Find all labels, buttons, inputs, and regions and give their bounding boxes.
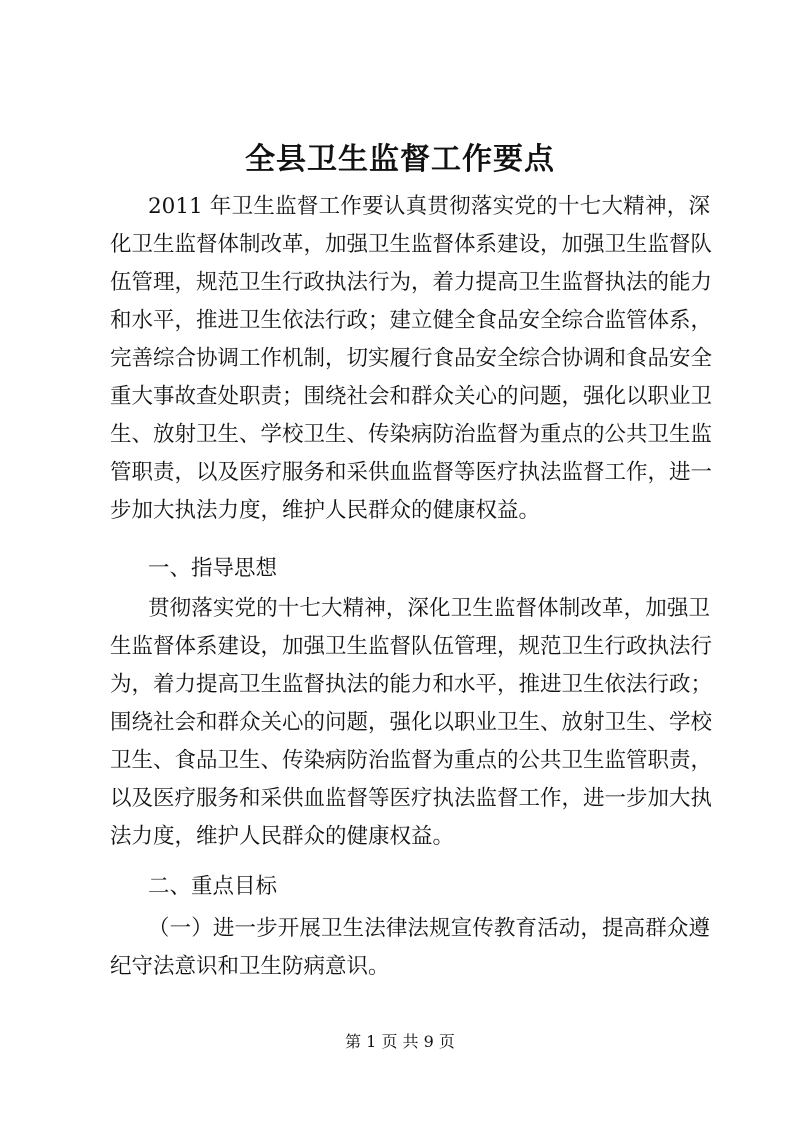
intro-line: 生、放射卫生、学校卫生、传染病防治监督为重点的公共卫生监 (110, 422, 713, 447)
intro-line: 重大事故查处职责；围绕社会和群众关心的问题，强化以职业卫 (110, 384, 713, 409)
section-heading-key-goals: 二、重点目标 (148, 874, 278, 899)
page-footer: 第 1 页 共 9 页 (345, 1032, 455, 1051)
intro-line: 步加大执法力度，维护人民群众的健康权益。 (110, 498, 541, 523)
section1-line: 围绕社会和群众关心的问题，强化以职业卫生、放射卫生、学校 (110, 710, 713, 735)
section-heading-guiding-ideology: 一、指导思想 (148, 556, 278, 581)
section1-line: 法力度，维护人民群众的健康权益。 (110, 824, 455, 849)
item1-line: 纪守法意识和卫生防病意识。 (110, 954, 390, 979)
section1-line: 卫生、食品卫生、传染病防治监督为重点的公共卫生监管职责， (110, 748, 713, 773)
section1-line: 以及医疗服务和采供血监督等医疗执法监督工作，进一步加大执 (110, 786, 713, 811)
section1-line: 为，着力提高卫生监督执法的能力和水平，推进卫生依法行政； (110, 672, 713, 697)
document-title: 全县卫生监督工作要点 (245, 142, 555, 177)
intro-line: 管职责，以及医疗服务和采供血监督等医疗执法监督工作，进一 (110, 460, 713, 485)
item1-line: （一）进一步开展卫生法律法规宣传教育活动，提高群众遵 (148, 916, 710, 941)
intro-line: 完善综合协调工作机制，切实履行食品安全综合协调和食品安全 (110, 346, 713, 371)
intro-line: 2011 年卫生监督工作要认真贯彻落实党的十七大精神，深 (148, 194, 710, 219)
intro-line: 化卫生监督体制改革，加强卫生监督体系建设，加强卫生监督队 (110, 232, 713, 257)
intro-line: 和水平，推进卫生依法行政；建立健全食品安全综合监管体系， (110, 308, 713, 333)
intro-line: 伍管理，规范卫生行政执法行为，着力提高卫生监督执法的能力 (110, 270, 713, 295)
section1-line: 贯彻落实党的十七大精神，深化卫生监督体制改革，加强卫 (148, 596, 710, 621)
section1-line: 生监督体系建设，加强卫生监督队伍管理，规范卫生行政执法行 (110, 634, 713, 659)
